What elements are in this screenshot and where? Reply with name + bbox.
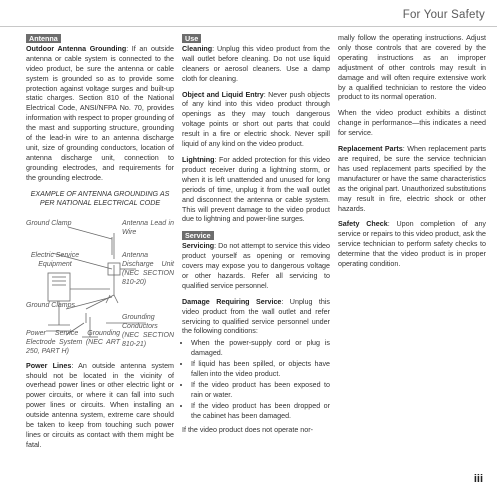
label-antenna-lead: Antenna Lead in Wire — [122, 219, 174, 236]
safety-check-heading: Safety Check — [338, 220, 388, 229]
outdoor-antenna-grounding-text: : If an outside antenna or cable system is connected to the video product, be sure the antenna or cable system is grounded so as to provide some protection against voltage surges and built-up static charges. Section 810 of the National Electrical Code, ANSI/NFPA No. 70, provides information with respect to proper grounding of the mast and supporting structure, grounding of the lead-in wire to an antenna discharge unit, size of grounding conductors, location of antenna discharge unit, connection to grounding electrodes, and requirements for the grounding electrode. — [26, 44, 174, 182]
cleaning-text: : Unplug this video product from the wall outlet before cleaning. Do not use liquid cleaners or aerosol cleaners. Use a damp cloth for cleaning. — [182, 44, 330, 83]
operation-tail-text: If the video product does not operate nor- — [182, 425, 313, 434]
list-item: • If the video product has been exposed to rain or water. — [191, 381, 330, 401]
performance-change-paragraph: When the video product exhibits a distinct change in performance—this indicates a need for service. — [338, 109, 486, 138]
object-liquid-heading: Object and Liquid Entry — [182, 90, 264, 99]
column-2 — [182, 34, 330, 442]
damage-service-heading: Damage Requiring Service — [182, 297, 282, 306]
label-ground-clamp: Ground Clamp — [26, 219, 72, 227]
lightning-heading: Lightning — [182, 155, 215, 164]
safety-check-text: : Upon completion of any service or repairs to this video product, ask the service technician to perform safety checks to determine that the video product is in proper operating condition. — [338, 220, 486, 269]
header-bar — [0, 0, 497, 27]
label-grounding-conductors: Grounding Conductors (NEC SECTION 810-21) — [122, 313, 174, 348]
replacement-parts-text: : When replacement parts are required, be sure the service technician has used replacement parts specified by the manufacturer or have the same characteristics as the original part. Unauthorized substitutions may result in fire, electric shock or other hazards. — [338, 145, 486, 213]
lightning-paragraph — [182, 156, 330, 225]
label-discharge-unit: Antenna Discharge Unit (NEC SECTION 810-20) — [122, 251, 174, 286]
section-tag-antenna: Antenna — [26, 34, 61, 43]
outdoor-antenna-grounding-paragraph — [26, 45, 174, 184]
label-electric-service: Electric Service Equipment — [30, 251, 80, 268]
damage-conditions-list — [182, 339, 330, 421]
page-number: iii — [473, 473, 483, 485]
servicing-text: : Do not attempt to service this video product yourself as opening or removing covers may expose you to dangerous voltage or other hazards. Refer all servicing to qualified service personnel. — [182, 242, 330, 290]
cleaning-heading: Cleaning — [182, 44, 213, 53]
damage-service-paragraph — [182, 298, 330, 338]
page-title: For Your Safety — [402, 9, 485, 21]
power-lines-heading: Power Lines — [26, 361, 72, 370]
diagram-caption: EXAMPLE OF ANTENNA GROUNDING AS PER NATIONAL ELECTRICAL CODE — [30, 189, 170, 208]
outdoor-antenna-grounding-heading: Outdoor Antenna Grounding — [26, 44, 127, 53]
object-liquid-text: : Never push objects of any kind into this video product through openings as they may touch dangerous voltage points or short out parts that could result in a fire or electric shock. Never spill liquid of any kind on the video product. — [182, 90, 330, 149]
list-item: • If liquid has been spilled, or objects have fallen into the video product. — [191, 360, 330, 380]
power-lines-text: : An outside antenna system should not be located in the vicinity of overhead power lines or other electric light or power circuits, or where it can fall into such power lines or circuits. When installing an outside antenna system, extreme care should be taken to keep from touching such power lines or circuits as contact with them might be fatal. — [26, 361, 174, 449]
damage-service-text: : Unplug this video product from the wall outlet and refer servicing to qualified service personnel under the following conditions: — [182, 297, 330, 336]
replacement-parts-heading: Replacement Parts — [338, 145, 403, 154]
list-item: • If the video product has been dropped or the cabinet has been damaged. — [191, 402, 330, 422]
section-tag-use: Use — [182, 34, 201, 43]
antenna-grounding-diagram — [26, 213, 174, 399]
label-power-service: Power Service Grounding Electrode System (NEC ART 250, PART H) — [26, 329, 120, 355]
operation-continued-paragraph: mally follow the operating instructions. Adjust only those controls that are covered by the operating instructions as an improper adjustment of other controls may result in damage and will often require extensive work by a qualified technician to restore the video product to its normal operation. — [338, 34, 486, 102]
lightning-text: : For added protection for this video product receiver during a lightning storm, or when it is left unattended and unused for long periods of time, unplug it from the wall outlet and disconnect the antenna or cable system. This will prevent damage to the video product due to lightning and power-line surges. — [182, 155, 330, 224]
servicing-paragraph — [182, 242, 330, 292]
label-ground-clamps: Ground Clamps — [26, 301, 76, 309]
servicing-heading: Servicing — [182, 242, 215, 251]
section-tag-service: Service — [182, 231, 214, 240]
replacement-parts-paragraph — [338, 145, 486, 214]
safety-check-paragraph — [338, 220, 486, 270]
object-liquid-paragraph — [182, 91, 330, 150]
column-1 — [26, 34, 174, 457]
column-3 — [338, 34, 486, 276]
cleaning-paragraph — [182, 45, 330, 85]
list-item: • When the power-supply cord or plug is damaged. — [191, 339, 330, 359]
